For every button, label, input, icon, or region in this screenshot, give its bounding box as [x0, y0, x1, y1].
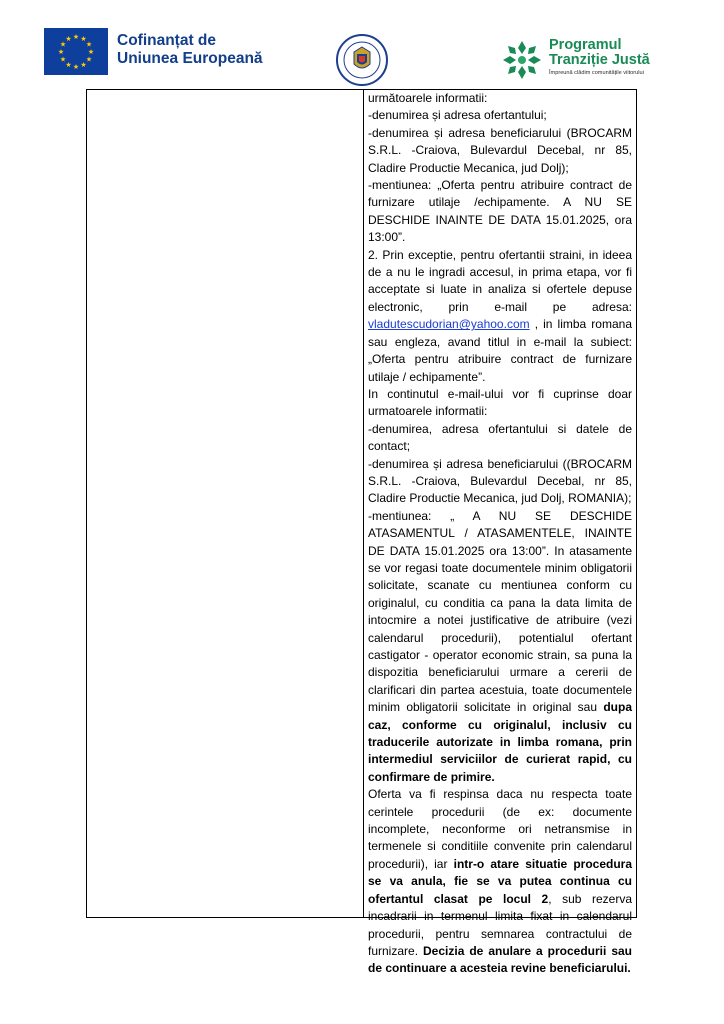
attachments-bold-text: dupa caz, conforme cu originalul, inclusiv cu traducerile autorizate in limba romana, prin intermediul serviciilor de curierat rapid, cu confirmare de primire. — [368, 700, 632, 784]
svg-text:★: ★ — [85, 55, 93, 64]
paragraph-email-content: In continutul e-mail-ului vor fi cuprinse doar urmatoarele informatii: — [368, 386, 632, 419]
ptj-title-line1: Programul — [549, 37, 622, 53]
ptj-tagline: Împreună clădim comunitățile viitorului — [549, 70, 644, 76]
paragraph-bidder-name: -denumirea și adresa ofertantului; — [368, 108, 547, 123]
table-left-column — [87, 90, 364, 917]
svg-text:★: ★ — [59, 40, 67, 49]
eu-text-line2: Uniunea Europeană — [117, 50, 263, 67]
ptj-flower-icon — [500, 38, 544, 82]
eu-text-line1: Cofinanțat de — [117, 32, 217, 49]
svg-text:★: ★ — [72, 33, 80, 41]
svg-text:★: ★ — [80, 35, 87, 43]
paragraph-rejection — [368, 786, 632, 977]
eu-cofinance-text — [117, 32, 263, 68]
ptj-program-logo — [500, 38, 544, 82]
svg-text:★: ★ — [80, 61, 87, 69]
foreign-bidders-text-end: , in limba romana sau engleza, avand titlul in e-mail la subiect: „Oferta pentru atribuire contract de furnizare utilaje / echipamente”. — [368, 317, 632, 384]
rejection-text: Oferta va fi respinsa daca nu respecta toate cerintele procedurii (de ex: documente incomplete, neconforme ori netransmise in termenele si conditiile convenite prin calendarul procedurii), iar — [368, 787, 632, 871]
rejection-bold-text: intr-o atare situatie procedura se va anula, fie se va putea continua cu ofertantul clasat pe locul 2 — [368, 856, 633, 906]
page-header — [0, 0, 724, 90]
contact-email-link[interactable]: vladutescudorian@yahoo.com — [368, 317, 530, 332]
government-seal-logo — [336, 34, 388, 86]
document-table — [86, 89, 637, 976]
paragraph-attachments — [368, 508, 632, 787]
svg-text:★: ★ — [65, 61, 72, 69]
ptj-program-text — [549, 38, 650, 76]
paragraph-beneficiary: -denumirea și adresa beneficiarului (BROCARM S.R.L. -Craiova, Bulevardul Decebal, nr 85, Cladire Productie Mecanica, jud Dolj); — [368, 125, 632, 175]
eu-stars-icon — [44, 28, 108, 75]
svg-text:★: ★ — [87, 48, 95, 56]
table-right-column — [364, 90, 636, 976]
paragraph-bidder-contact: -denumirea, adresa ofertantului si datele de contact; — [368, 421, 632, 454]
paragraph-mention: -mentiunea: „Oferta pentru atribuire contract de furnizare utilaje /echipamente. A NU SE DESCHIDE INAINTE DE DATA 15.01.2025, ora 13:00”. — [368, 178, 632, 245]
svg-text:★: ★ — [59, 55, 67, 64]
svg-text:★: ★ — [85, 40, 93, 49]
romania-coat-of-arms-icon — [336, 34, 388, 86]
svg-text:★: ★ — [65, 35, 72, 43]
rejection-text-cont: , sub rezerva incadrarii in termenul limita fixat in calendarul procedurii, pentru semnarea contractului de furnizare. — [368, 891, 632, 958]
paragraph-intro: următoarele informatii: — [368, 91, 488, 105]
eu-flag-logo — [44, 28, 108, 75]
ptj-title-line2: Tranziție Justă — [549, 52, 650, 68]
decision-bold-text: Decizia de anulare a procedurii sau de continuare a acesteia revine beneficiarului. — [368, 943, 632, 976]
paragraph-foreign-bidders — [368, 247, 632, 386]
foreign-bidders-text: 2. Prin exceptie, pentru ofertantii straini, in ideea de a nu le ingradi accesul, in prima etapa, vor fi acceptate si luate in analiza si ofertele depuse electronic, prin e-mail pe adresa: — [368, 247, 632, 314]
svg-text:★: ★ — [57, 48, 65, 56]
svg-text:★: ★ — [72, 63, 80, 71]
attachments-text: -mentiunea: „ A NU SE DESCHIDE ATASAMENTUL / ATASAMENTELE, INAINTE DE DATA 15.01.2025 ora 13:00”. In atasamente se vor regasi toate documentele minim obligatorii solicitate, scanate cu mentiunea conform cu originalul, cu conditia ca pana la data limita de intocmire a notei justificative de atribuire (vezi calendarul procedurii), potentialul ofertant castigator - operator economic strain, sa puna la dispozitia beneficiarului urmare a cererii de clarificari din partea acestuia, toate documentele minim obligatorii solicitate in original sau — [368, 508, 632, 715]
paragraph-beneficiary-2: -denumirea și adresa beneficiarului ((BROCARM S.R.L. -Craiova, Bulevardul Decebal, nr 85, Cladire Productie Mecanica, jud Dolj, ROMANIA); — [368, 456, 632, 506]
